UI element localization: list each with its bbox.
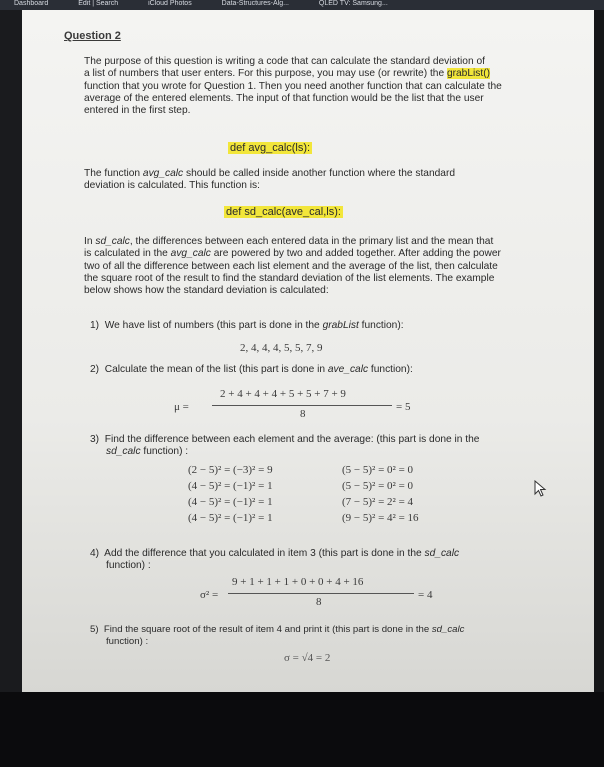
browser-bookmarks-bar xyxy=(0,0,604,10)
mean-numerator: 2 + 4 + 4 + 4 + 5 + 5 + 7 + 9 xyxy=(220,388,346,400)
difference-row: (2 − 5)² = (−3)² = 9 xyxy=(188,464,273,476)
bookmark-dashboard[interactable]: Dashboard xyxy=(14,0,49,7)
difference-row: (9 − 5)² = 4² = 16 xyxy=(342,512,419,524)
question-title: Question 2 xyxy=(64,30,121,42)
difference-row: (7 − 5)² = 2² = 4 xyxy=(342,496,414,508)
mouse-cursor-icon xyxy=(534,480,548,498)
difference-row: (4 − 5)² = (−1)² = 1 xyxy=(188,480,273,492)
step-1: 1) We have list of numbers (this part is done in the grabList function): xyxy=(90,320,404,331)
step-4: 4) Add the difference that you calculated in item 3 (this part is done in the sd_calc function) : xyxy=(90,548,460,572)
mu-symbol: μ = xyxy=(174,401,189,413)
step-2: 2) Calculate the mean of the list (this part is done in ave_calc function): xyxy=(90,364,413,375)
def-sd-calc: def sd_calc(ave_cal,ls): xyxy=(226,206,341,218)
screen-bezel-right xyxy=(594,10,604,692)
grablist-highlight: grabList() xyxy=(446,68,490,80)
sigma-squared-symbol: σ² = xyxy=(200,589,219,601)
bookmark-edit-search[interactable]: Edit | Search xyxy=(78,0,119,7)
variance-fraction-bar xyxy=(228,593,414,594)
mean-fraction-bar xyxy=(212,405,392,406)
intro-paragraph xyxy=(84,56,584,117)
step-5: 5) Find the square root of the result of item 4 and print it (this part is done in the sd_calc function) : xyxy=(90,624,465,648)
intro-line-5: entered in the first step. xyxy=(84,105,191,117)
bookmark-qled-tv[interactable]: QLED TV: Samsung... xyxy=(318,0,388,7)
screen-bezel-left xyxy=(0,10,22,692)
difference-row: (5 − 5)² = 0² = 0 xyxy=(342,480,414,492)
bookmark-data-structures[interactable]: Data-Structures-Alg... xyxy=(221,0,289,7)
screen-bezel-bottom xyxy=(0,692,604,767)
number-list: 2, 4, 4, 4, 5, 5, 7, 9 xyxy=(240,342,323,354)
intro-line-1: The purpose of this question is writing a code that can calculate the standard deviation of xyxy=(84,56,485,67)
intro-line-3: function that you wrote for Question 1. Then you need another function that can calculate the xyxy=(84,80,502,92)
variance-numerator: 9 + 1 + 1 + 1 + 0 + 0 + 4 + 16 xyxy=(232,576,364,588)
avg-note: The function avg_calc should be called inside another function where the standard deviation is calculated. This function is: xyxy=(84,168,456,192)
mean-denominator: 8 xyxy=(300,408,306,420)
step-3: 3) Find the difference between each element and the average: (this part is done in the sd_calc function) : xyxy=(90,434,480,458)
difference-row: (4 − 5)² = (−1)² = 1 xyxy=(188,512,273,524)
def-avg-calc: def avg_calc(ls): xyxy=(230,142,311,154)
differences-left-column xyxy=(188,462,273,526)
bookmark-icloud-photos[interactable]: iCloud Photos xyxy=(148,0,192,7)
intro-line-4: average of the entered elements. The input of that function would be the list that the user xyxy=(84,92,484,104)
intro-line-2: a list of numbers that user enters. For this purpose, you may use (or rewrite) the grabList() xyxy=(84,68,490,80)
sd-paragraph: In sd_calc, the differences between each entered data in the primary list and the mean that is calculated in the avg_calc are powered by two and added together. After adding the power two of all the difference between each list element and the average of the list, then calculate the square root of the result to find the standard deviation of the list elements. The example below shows how the standard deviation is calculated: xyxy=(84,236,501,297)
variance-result: = 4 xyxy=(418,589,433,601)
standard-deviation-formula: σ = √4 = 2 xyxy=(284,652,331,664)
difference-row: (4 − 5)² = (−1)² = 1 xyxy=(188,496,273,508)
variance-denominator: 8 xyxy=(316,596,322,608)
mean-result: = 5 xyxy=(396,401,411,413)
document-page xyxy=(22,10,594,692)
difference-row: (5 − 5)² = 0² = 0 xyxy=(342,464,414,476)
differences-right-column xyxy=(342,462,419,526)
